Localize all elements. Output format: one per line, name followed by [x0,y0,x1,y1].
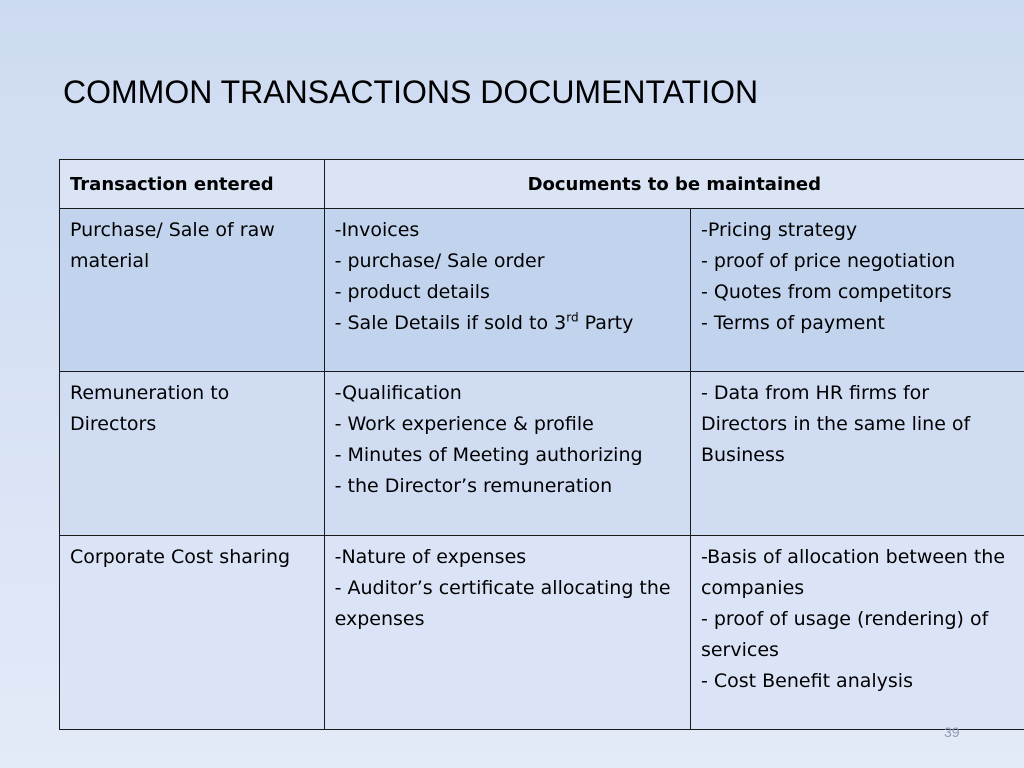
document-line: -Basis of allocation between the companies [700,546,1006,599]
transaction-cell: Remuneration to Directors [60,372,325,536]
documents-cell-primary [324,536,690,730]
table-header-row [60,160,1024,209]
documents-cell-primary [324,209,690,372]
table-row [60,209,1024,372]
document-line: - proof of price negotiation [700,250,956,272]
document-line: - Auditor’s certificate allocating the expenses [334,577,671,630]
document-line: - Quotes from competitors [700,281,952,303]
documents-cell-primary [324,372,690,536]
header-documents-to-be-maintained: Documents to be maintained [324,160,1024,209]
documents-cell-secondary [690,209,1024,372]
documents-cell-secondary [690,536,1024,730]
table-row [60,536,1024,730]
document-line-text: Party [578,312,634,334]
slide-title: COMMON TRANSACTIONS DOCUMENTATION [63,74,759,110]
document-line: -Invoices [334,219,420,241]
document-line: - proof of usage (rendering) of services [700,608,989,661]
table-row [60,372,1024,536]
document-line: - product details [334,281,490,303]
document-line: - purchase/ Sale order [334,250,545,272]
documents-cell-secondary [690,372,1024,536]
document-line: - Data from HR firms for Directors in the same line of Business [700,382,971,466]
document-line: -Qualification [334,382,462,404]
document-line: - Minutes of Meeting authorizing [334,444,643,466]
document-line: - Terms of payment [700,312,885,334]
document-line: - Work experience & profile [334,413,594,435]
document-line [335,308,680,339]
document-line: -Pricing strategy [700,219,858,241]
document-line: - Cost Benefit analysis [700,670,913,692]
transaction-cell: Purchase/ Sale of raw material [60,209,325,372]
document-line: -Nature of expenses [334,546,527,568]
header-transaction-entered: Transaction entered [60,160,325,209]
document-line-text: - Sale Details if sold to 3 [334,312,567,334]
document-line: - the Director’s remuneration [334,475,613,497]
ordinal-superscript: rd [566,310,579,325]
transaction-cell: Corporate Cost sharing [60,536,325,730]
page-number: 39 [944,724,960,740]
transactions-table [59,159,1024,730]
